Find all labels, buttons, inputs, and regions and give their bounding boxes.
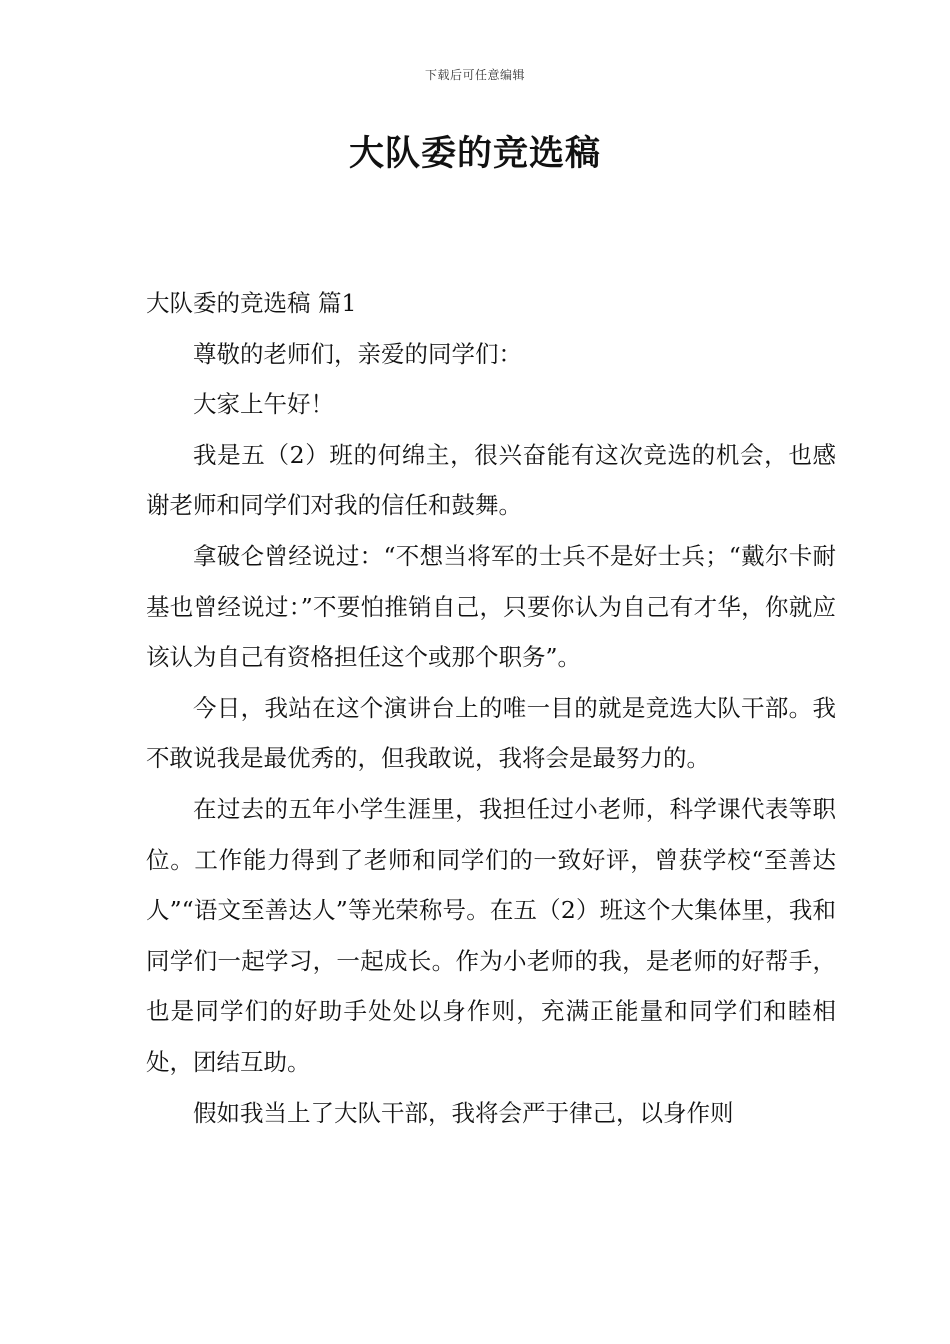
document-body (146, 278, 836, 1138)
paragraph-experience: 在过去的五年小学生涯里，我担任过小老师，科学课代表等职位。工作能力得到了老师和同学们的一致好评，曾获学校“至善达人”“语文至善达人”等光荣称号。在五（2）班这个大集体里，我和同学们一起学习，一起成长。作为小老师的我，是老师的好帮手，也是同学们的好助手处处以身作则，充满正能量和同学们和睦相处，团结互助。 (146, 794, 836, 1076)
section-heading: 大队委的竞选稿 篇1 (146, 289, 357, 317)
paragraph-introduction: 我是五（2）班的何绵主，很兴奋能有这次竞选的机会，也感谢老师和同学们对我的信任和鼓舞。 (146, 440, 836, 520)
paragraph-greeting: 尊敬的老师们，亲爱的同学们： (193, 339, 522, 368)
document-title: 大队委的竞选稿 (348, 134, 601, 174)
paragraph-promise: 假如我当上了大队干部，我将会严于律己，以身作则 (193, 1098, 734, 1127)
paragraph-salutation: 大家上午好！ (193, 390, 334, 419)
paragraph-goal: 今日，我站在这个演讲台上的唯一目的就是竞选大队干部。我不敢说我是最优秀的，但我敢说，我将会是最努力的。 (146, 693, 836, 773)
header-note: 下载后可任意编辑 (424, 68, 525, 82)
paragraph-quote: 拿破仑曾经说过：“不想当将军的士兵不是好士兵；“戴尔卡耐基也曾经说过：”不要怕推销自己，只要你认为自己有才华，你就应该认为自己有资格担任这个或那个职务”。 (146, 541, 836, 672)
